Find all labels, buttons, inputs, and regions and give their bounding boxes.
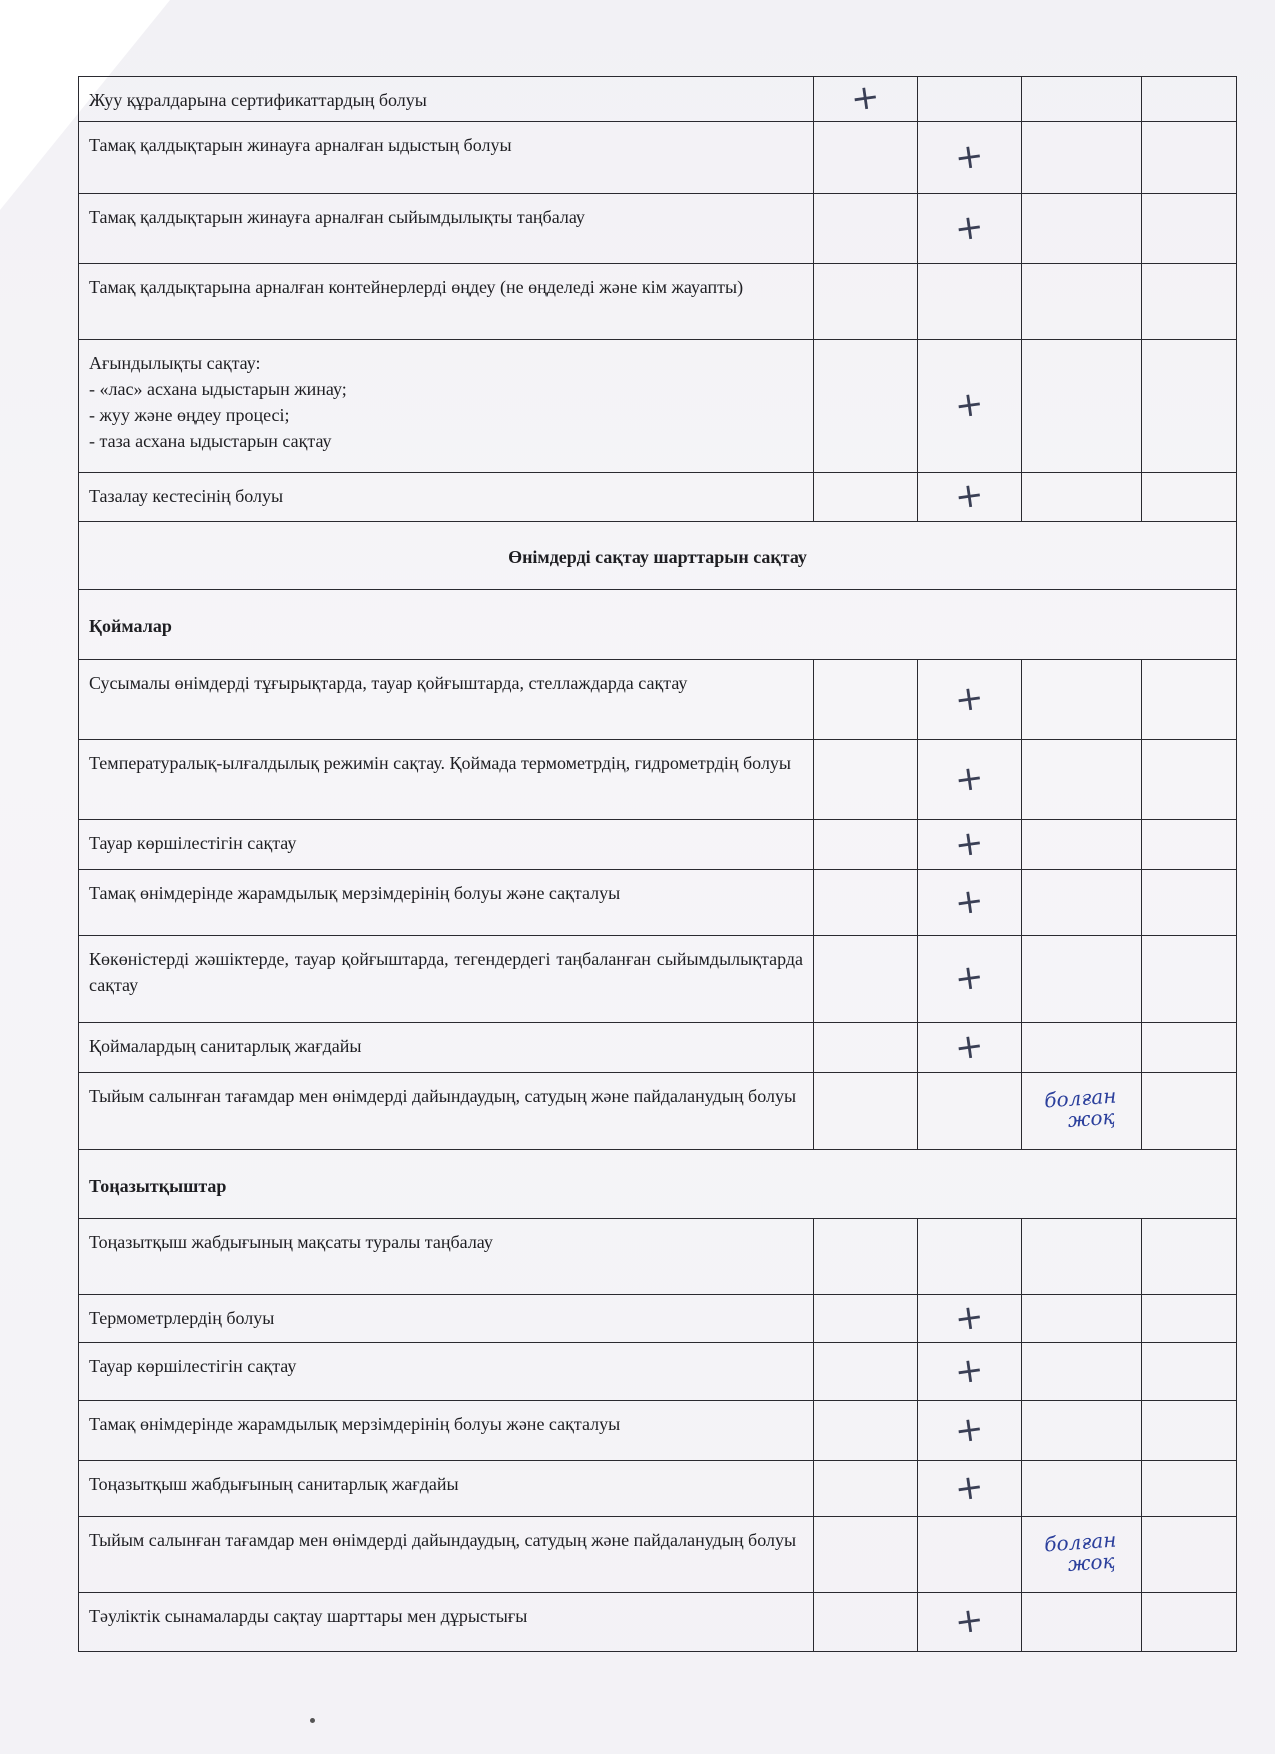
- mark-cell: [1142, 194, 1237, 264]
- mark-cell: [918, 870, 1022, 936]
- subsection-title-refrigerators: Тоңазытқыштар: [79, 1150, 1237, 1219]
- mark-cell: [918, 1517, 1022, 1593]
- mark-cell: [814, 1343, 918, 1401]
- mark-cell: [1142, 1593, 1237, 1652]
- mark-cell: [1022, 870, 1142, 936]
- row-text: Термометрлердің болуы: [79, 1295, 814, 1343]
- row-text: Тоңазытқыш жабдығының санитарлық жағдайы: [79, 1461, 814, 1517]
- mark-cell: [814, 194, 918, 264]
- table-row: [79, 122, 1237, 194]
- row-text-line: - «лас» асхана ыдыстарын жинау;: [89, 379, 347, 400]
- table-row: [79, 1073, 1237, 1150]
- mark-cell: [814, 1219, 918, 1295]
- mark-cell: [918, 820, 1022, 870]
- mark-cell: [1142, 1073, 1237, 1150]
- mark-cell: [1142, 740, 1237, 820]
- mark-cell: [918, 660, 1022, 740]
- handwritten-note: [1044, 1529, 1119, 1576]
- mark-cell: [1142, 1461, 1237, 1517]
- mark-cell: [1142, 264, 1237, 340]
- handwritten-note-line: жоқ: [1067, 1105, 1116, 1133]
- row-text: Тауар көршілестігін сақтау: [79, 1343, 814, 1401]
- plus-mark: +: [952, 1599, 987, 1644]
- mark-cell: [814, 1073, 918, 1150]
- mark-cell: [1022, 473, 1142, 522]
- table-row: [79, 820, 1237, 870]
- table-row: [79, 1219, 1237, 1295]
- mark-cell: [1022, 1073, 1142, 1150]
- mark-cell: [1142, 1401, 1237, 1461]
- table-row: [79, 340, 1237, 473]
- row-text: Тыйым салынған тағамдар мен өнімдерді дайындаудың, сатудың және пайдаланудың болуы: [79, 1517, 814, 1593]
- mark-cell: [918, 1593, 1022, 1652]
- table-row: [79, 473, 1237, 522]
- plus-mark: +: [952, 1466, 987, 1510]
- mark-cell: [918, 264, 1022, 340]
- mark-cell: [1142, 473, 1237, 522]
- handwritten-note: [1043, 1083, 1119, 1133]
- row-text: Тамақ өнімдерінде жарамдылық мерзімдерінің болуы және сақталуы: [79, 870, 814, 936]
- row-text: Жуу құралдарына сертификаттардың болуы: [79, 77, 814, 122]
- mark-cell: [1022, 1401, 1142, 1461]
- table-row: [79, 740, 1237, 820]
- mark-cell: [814, 340, 918, 473]
- mark-cell: [918, 77, 1022, 122]
- mark-cell: [1142, 1023, 1237, 1073]
- mark-cell: [918, 1461, 1022, 1517]
- table-row: [79, 870, 1237, 936]
- mark-cell: [1022, 264, 1142, 340]
- table-row: [79, 1593, 1237, 1652]
- mark-cell: [1022, 1517, 1142, 1593]
- mark-cell: [814, 740, 918, 820]
- row-text: Тамақ қалдықтарына арналған контейнерлерді өңдеу (не өңделеді және кім жауапты): [79, 264, 814, 340]
- row-text-line: - таза асхана ыдыстарын сақтау: [89, 431, 332, 452]
- row-text-line: - жуу және өңдеу процесі;: [89, 405, 290, 426]
- mark-cell: [814, 1295, 918, 1343]
- table-row: [79, 1023, 1237, 1073]
- mark-cell: [814, 122, 918, 194]
- handwritten-note-line: жоқ: [1067, 1548, 1116, 1576]
- mark-cell: [814, 1461, 918, 1517]
- section-title: Өнімдерді сақтау шарттарын сақтау: [79, 522, 1237, 590]
- mark-cell: [1022, 1023, 1142, 1073]
- row-text: Тамақ қалдықтарын жинауға арналған сыйымдылықты таңбалау: [79, 194, 814, 264]
- row-text: Тамақ қалдықтарын жинауға арналған ыдыстың болуы: [79, 122, 814, 194]
- mark-cell: [814, 820, 918, 870]
- subsection-title-warehouses: Қоймалар: [79, 590, 1237, 660]
- mark-cell: [918, 1219, 1022, 1295]
- mark-cell: [918, 473, 1022, 522]
- table-row: [79, 1461, 1237, 1517]
- mark-cell: [918, 936, 1022, 1023]
- table-row: [79, 1517, 1237, 1593]
- plus-mark: +: [952, 206, 987, 250]
- table-row: [79, 77, 1237, 122]
- row-text: Тамақ өнімдерінде жарамдылық мерзімдерінің болуы және сақталуы: [79, 1401, 814, 1461]
- mark-cell: [1142, 77, 1237, 122]
- mark-cell: [1022, 936, 1142, 1023]
- plus-mark: +: [952, 1408, 987, 1452]
- mark-cell: [918, 1401, 1022, 1461]
- mark-cell: [1022, 122, 1142, 194]
- mark-cell: [1022, 1343, 1142, 1401]
- mark-cell: [1022, 77, 1142, 122]
- mark-cell: [1022, 194, 1142, 264]
- mark-cell: [1022, 740, 1142, 820]
- section-header-row: [79, 522, 1237, 590]
- plus-mark: +: [952, 135, 987, 179]
- mark-cell: [1142, 122, 1237, 194]
- mark-cell: [918, 1295, 1022, 1343]
- mark-cell: [814, 1023, 918, 1073]
- plus-mark: +: [952, 383, 987, 428]
- subsection-header-row: [79, 590, 1237, 660]
- row-text: Қоймалардың санитарлық жағдайы: [79, 1023, 814, 1073]
- handwritten-note-line: болған: [1043, 1083, 1118, 1113]
- mark-cell: [814, 473, 918, 522]
- mark-cell: [918, 1343, 1022, 1401]
- mark-cell: [918, 194, 1022, 264]
- row-text: Температуралық-ылғалдылық режимін сақтау. Қоймада термометрдің, гидрометрдің болуы: [79, 740, 814, 820]
- handwritten-note-line: болған: [1043, 1527, 1118, 1557]
- row-text: Тыйым салынған тағамдар мен өнімдерді дайындаудың, сатудың және пайдаланудың болуы: [79, 1073, 814, 1150]
- mark-cell: [1142, 820, 1237, 870]
- mark-cell: [1022, 820, 1142, 870]
- plus-mark: +: [952, 474, 987, 519]
- mark-cell: [1142, 660, 1237, 740]
- plus-mark: +: [952, 757, 987, 801]
- mark-cell: [814, 1593, 918, 1652]
- mark-cell: [1142, 870, 1237, 936]
- mark-cell: [814, 1401, 918, 1461]
- mark-cell: [918, 740, 1022, 820]
- table-row: [79, 1295, 1237, 1343]
- mark-cell: [1142, 1517, 1237, 1593]
- row-text: Сусымалы өнімдерді тұғырықтарда, тауар қойғыштарда, стеллаждарда сақтау: [79, 660, 814, 740]
- table-row: [79, 936, 1237, 1023]
- plus-mark: +: [952, 956, 987, 1001]
- checklist-table: [78, 76, 1237, 1652]
- mark-cell: [814, 660, 918, 740]
- mark-cell: [1022, 1461, 1142, 1517]
- mark-cell: [814, 936, 918, 1023]
- plus-mark: +: [952, 1349, 987, 1393]
- table-row: [79, 660, 1237, 740]
- table-row: [79, 1401, 1237, 1461]
- row-text: [79, 340, 814, 473]
- mark-cell: [918, 1073, 1022, 1150]
- mark-cell: [814, 870, 918, 936]
- plus-mark: +: [848, 76, 883, 121]
- row-text: Тауар көршілестігін сақтау: [79, 820, 814, 870]
- mark-cell: [1022, 1295, 1142, 1343]
- plus-mark: +: [952, 1025, 987, 1069]
- row-text: Тазалау кестесінің болуы: [79, 473, 814, 522]
- plus-mark: +: [952, 677, 987, 721]
- mark-cell: [814, 77, 918, 122]
- mark-cell: [1142, 1219, 1237, 1295]
- table-row: [79, 194, 1237, 264]
- row-text: Тоңазытқыш жабдығының мақсаты туралы таңбалау: [79, 1219, 814, 1295]
- row-text-line: Ағындылықты сақтау:: [89, 353, 261, 373]
- mark-cell: [814, 264, 918, 340]
- table-row: [79, 1343, 1237, 1401]
- mark-cell: [1142, 340, 1237, 473]
- mark-cell: [1022, 1593, 1142, 1652]
- scan-speck: [310, 1718, 315, 1723]
- plus-mark: +: [952, 822, 987, 866]
- plus-mark: +: [952, 880, 987, 924]
- mark-cell: [814, 1517, 918, 1593]
- row-text: Тәуліктік сынамаларды сақтау шарттары мен дұрыстығы: [79, 1593, 814, 1652]
- mark-cell: [1142, 936, 1237, 1023]
- row-text: Көкөністерді жәшіктерде, тауар қойғыштарда, тегендердегі таңбаланған сыйымдылықтарда сақтау: [79, 936, 814, 1023]
- table-row: [79, 264, 1237, 340]
- mark-cell: [1142, 1343, 1237, 1401]
- mark-cell: [918, 1023, 1022, 1073]
- mark-cell: [1022, 340, 1142, 473]
- mark-cell: [1142, 1295, 1237, 1343]
- plus-mark: +: [952, 1296, 987, 1340]
- mark-cell: [1022, 1219, 1142, 1295]
- subsection-header-row: [79, 1150, 1237, 1219]
- mark-cell: [918, 340, 1022, 473]
- mark-cell: [918, 122, 1022, 194]
- mark-cell: [1022, 660, 1142, 740]
